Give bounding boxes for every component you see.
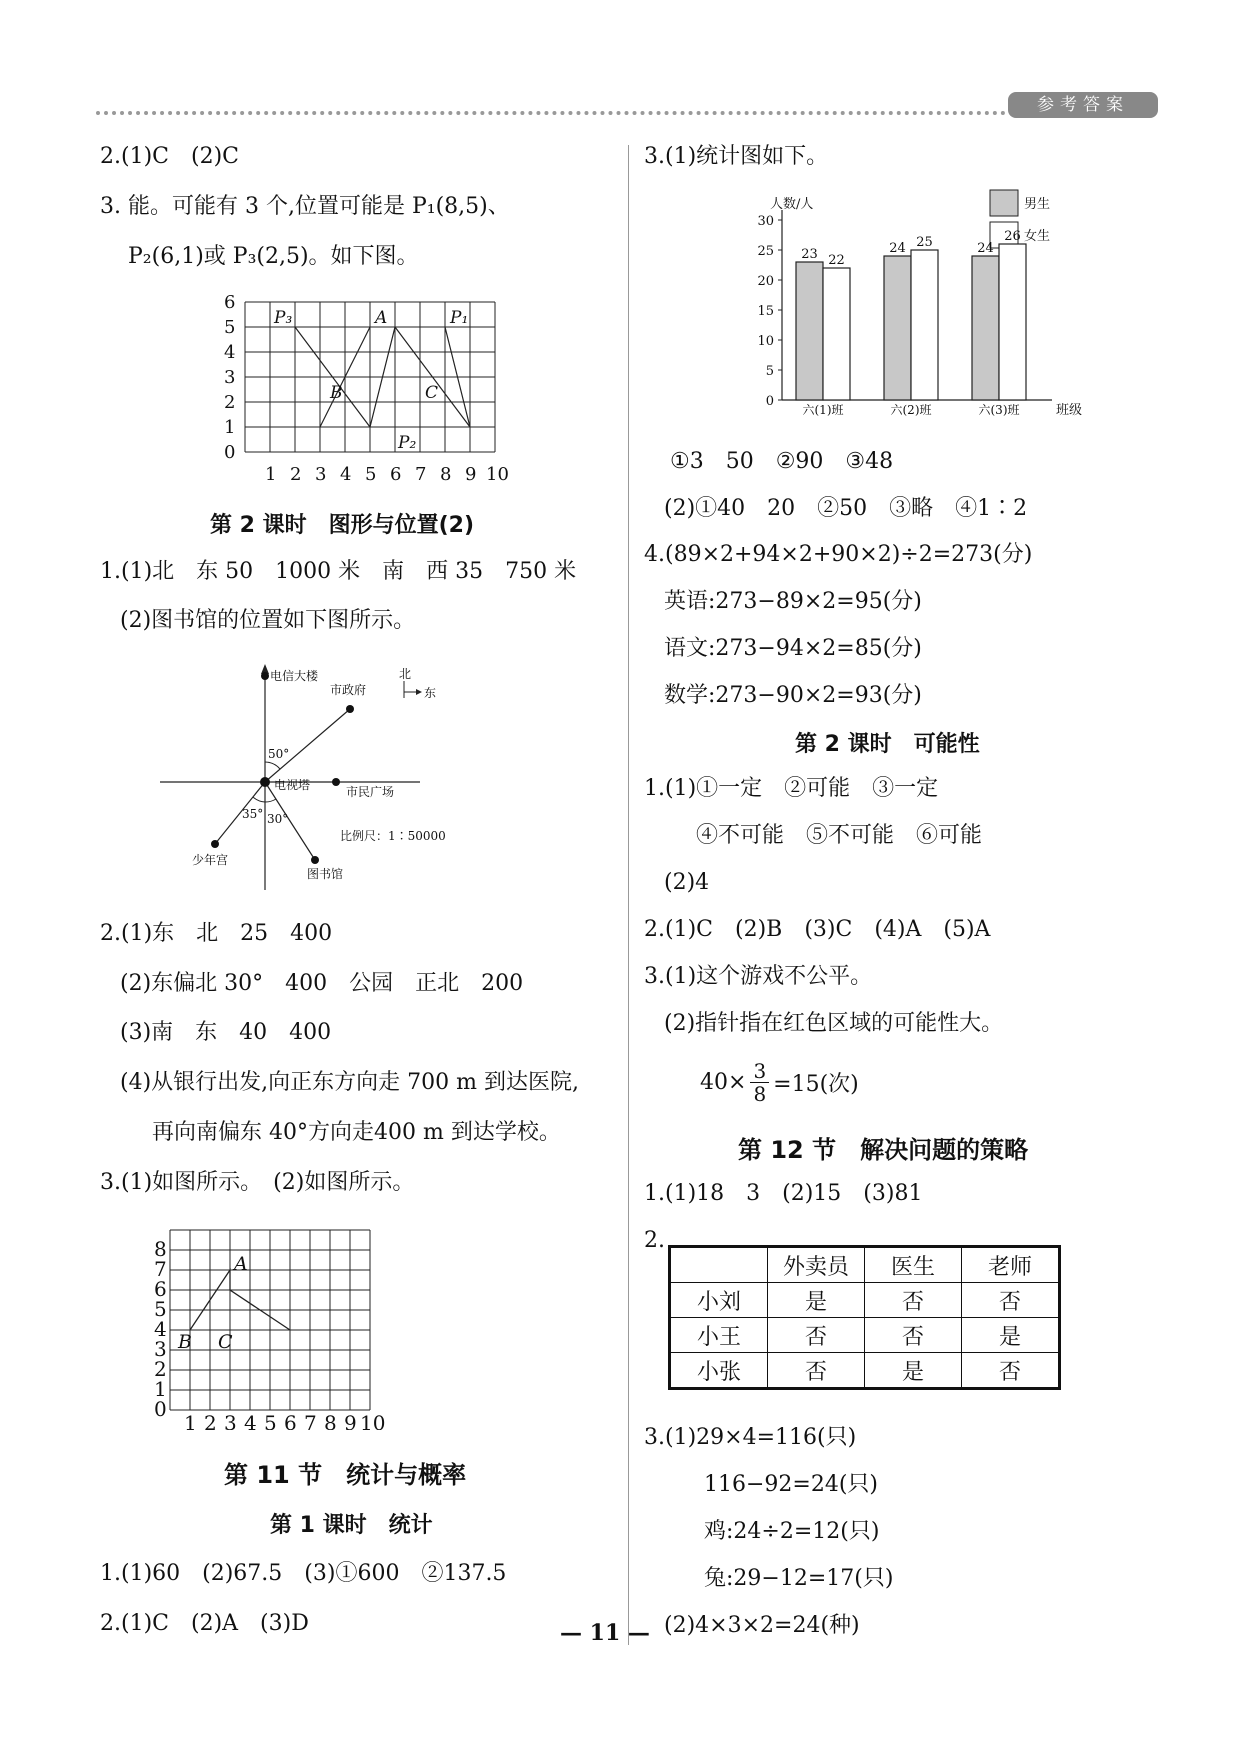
right-top-line: 3.(1)统计图如下。 bbox=[644, 144, 829, 169]
table-cell: 否 bbox=[768, 1353, 865, 1389]
chart-bar bbox=[796, 262, 823, 400]
header-dotted-rule bbox=[96, 111, 1006, 115]
legend-label-girls: 女生 bbox=[1024, 229, 1051, 244]
chart-y-label: 人数/人 bbox=[770, 197, 814, 212]
g1-x-4: 4 bbox=[340, 464, 352, 485]
chart-data-label: 23 bbox=[801, 247, 818, 262]
table-cell: 小张 bbox=[670, 1353, 768, 1389]
table-row bbox=[670, 1318, 1060, 1353]
map-north: 北 bbox=[399, 667, 412, 681]
g2-label-c: C bbox=[218, 1331, 233, 1353]
map-scale: 比例尺：1∶50000 bbox=[340, 829, 446, 843]
table-cell: 否 bbox=[962, 1353, 1060, 1389]
section12-line-5: (2)4×3×2=24(种) bbox=[664, 1613, 860, 1638]
table-cell: 否 bbox=[865, 1283, 962, 1318]
g2-y-3: 3 bbox=[154, 1337, 167, 1361]
table-header-cell: 外卖员 bbox=[768, 1247, 865, 1283]
right-b-line-3: (2)4 bbox=[664, 870, 710, 895]
g2-y-1: 1 bbox=[154, 1377, 167, 1401]
fraction-denominator: 8 bbox=[753, 1082, 767, 1106]
chart-bar bbox=[911, 250, 938, 400]
g1-y-2: 2 bbox=[224, 392, 236, 413]
g1-x-6: 6 bbox=[390, 464, 402, 485]
fraction-numerator: 3 bbox=[750, 1060, 769, 1083]
right-b-line-5: 3.(1)这个游戏不公平。 bbox=[644, 964, 873, 989]
g1-label-p1: P₁ bbox=[450, 308, 469, 328]
right-b-line-6: (2)指针指在红色区域的可能性大。 bbox=[664, 1011, 1004, 1036]
table-cell: 否 bbox=[768, 1318, 865, 1353]
g2-x-2: 2 bbox=[204, 1411, 217, 1430]
q3-line: 3.(1)如图所示。 (2)如图所示。 bbox=[100, 1170, 415, 1195]
right-a-line-3: 4.(89×2+94×2+90×2)÷2=273(分) bbox=[644, 542, 1033, 567]
g1-label-p3: P₃ bbox=[274, 308, 293, 328]
lesson2b-heading: 第 2 课时 可能性 bbox=[795, 732, 980, 757]
library-map bbox=[150, 650, 480, 900]
g2-y-0: 0 bbox=[154, 1397, 167, 1421]
chart-category-label: 六(2)班 bbox=[890, 403, 932, 417]
g2-y-5: 5 bbox=[154, 1297, 167, 1321]
legend-swatch-boys bbox=[990, 190, 1018, 216]
g1-label-a: A bbox=[375, 308, 388, 328]
g1-x-2: 2 bbox=[290, 464, 302, 485]
g2-x-3: 3 bbox=[224, 1411, 237, 1430]
q2-line-4: (4)从银行出发,向正东方向走 700 m 到达医院, bbox=[120, 1070, 579, 1095]
left-line-2: 3. 能。可能有 3 个,位置可能是 P₁(8,5)、 bbox=[100, 194, 510, 219]
map-plaza: 市民广场 bbox=[346, 785, 395, 799]
g1-label-b: B bbox=[330, 383, 343, 403]
map-library: 图书馆 bbox=[307, 867, 344, 881]
chart-y-tick-label: 20 bbox=[757, 274, 774, 289]
right-a-line-1: ①3 50 ②90 ③48 bbox=[670, 449, 894, 474]
legend-label-boys: 男生 bbox=[1024, 197, 1051, 212]
g1-label-p2: P₂ bbox=[398, 433, 417, 453]
table-cell: 是 bbox=[768, 1283, 865, 1318]
chart-data-label: 24 bbox=[977, 241, 994, 256]
section11-heading: 第 11 节 统计与概率 bbox=[224, 1461, 467, 1489]
fraction-suffix: =15(次) bbox=[773, 1072, 859, 1097]
g1-y-3: 3 bbox=[224, 367, 236, 388]
g2-y-6: 6 bbox=[154, 1277, 167, 1301]
right-b-line-1: 1.(1)①一定 ②可能 ③一定 bbox=[644, 776, 939, 801]
lesson2-heading: 第 2 课时 图形与位置(2) bbox=[210, 513, 475, 538]
g1-x-3: 3 bbox=[315, 464, 327, 485]
map-youth-palace: 少年宫 bbox=[192, 853, 229, 867]
section12-line-2: 116−92=24(只) bbox=[704, 1472, 879, 1497]
map-east: 东 bbox=[424, 686, 437, 700]
chart-category-label: 六(1)班 bbox=[802, 403, 844, 417]
q2-line-5: 再向南偏东 40°方向走400 m 到达学校。 bbox=[152, 1120, 561, 1145]
table-cell: 否 bbox=[962, 1283, 1060, 1318]
fraction bbox=[750, 1060, 769, 1105]
g2-x-4: 4 bbox=[244, 1411, 257, 1430]
fraction-expression bbox=[700, 1060, 859, 1105]
page-number: — 11 — bbox=[560, 1620, 650, 1646]
chart-bar bbox=[884, 256, 911, 400]
lesson2-line-1: 1.(1)北 东 50 1000 米 南 西 35 750 米 bbox=[100, 559, 577, 584]
g2-x-7: 7 bbox=[304, 1411, 317, 1430]
left-line-1: 2.(1)C (2)C bbox=[100, 144, 239, 169]
g1-y-6: 6 bbox=[224, 292, 236, 313]
map-government: 市政府 bbox=[330, 683, 367, 697]
map-angle35: 35° bbox=[242, 807, 264, 821]
g2-label-b: B bbox=[178, 1331, 192, 1353]
section12-heading: 第 12 节 解决问题的策略 bbox=[738, 1136, 1029, 1164]
map-tvtower: 电视塔 bbox=[274, 778, 311, 792]
g2-y-8: 8 bbox=[154, 1237, 167, 1261]
column-divider bbox=[628, 145, 629, 1645]
table-cell: 是 bbox=[865, 1353, 962, 1389]
g1-x-5: 5 bbox=[365, 464, 377, 485]
right-b-line-4: 2.(1)C (2)B (3)C (4)A (5)A bbox=[644, 917, 991, 942]
g1-x-7: 7 bbox=[415, 464, 427, 485]
table-header-cell: 医生 bbox=[865, 1247, 962, 1283]
table-cell: 小刘 bbox=[670, 1283, 768, 1318]
table-row bbox=[670, 1353, 1060, 1389]
section12-line-1: 3.(1)29×4=116(只) bbox=[644, 1425, 857, 1450]
g1-y-4: 4 bbox=[224, 342, 236, 363]
g2-y-2: 2 bbox=[154, 1357, 167, 1381]
chart-y-tick-label: 0 bbox=[765, 394, 774, 409]
right-a-line-5: 语文:273−94×2=85(分) bbox=[664, 636, 922, 661]
g2-x-1: 1 bbox=[184, 1411, 197, 1430]
chart-y-tick-label: 25 bbox=[757, 244, 774, 259]
section12-q2-label: 2. bbox=[644, 1228, 665, 1253]
lesson1-heading: 第 1 课时 统计 bbox=[270, 1513, 433, 1538]
answer-key-tag: 参考答案 bbox=[1008, 92, 1158, 118]
chart-data-label: 26 bbox=[1004, 229, 1021, 244]
g1-x-9: 9 bbox=[465, 464, 477, 485]
chart-bar bbox=[972, 256, 999, 400]
fraction-prefix: 40× bbox=[700, 1070, 747, 1095]
chart-bar bbox=[823, 268, 850, 400]
right-a-line-6: 数学:273−90×2=93(分) bbox=[664, 683, 922, 708]
g1-x-10: 10 bbox=[486, 464, 509, 485]
section12-line-4: 兔:29−12=17(只) bbox=[704, 1566, 894, 1591]
left-line-3: P₂(6,1)或 P₃(2,5)。如下图。 bbox=[128, 244, 419, 269]
g2-x-10: 10 bbox=[360, 1411, 386, 1430]
g1-y-1: 1 bbox=[224, 417, 236, 438]
table-row bbox=[670, 1283, 1060, 1318]
chart-y-tick-label: 5 bbox=[765, 364, 774, 379]
chart-bar bbox=[999, 244, 1026, 400]
chart-y-tick-label: 30 bbox=[757, 214, 774, 229]
g2-x-6: 6 bbox=[284, 1411, 297, 1430]
chart-data-label: 25 bbox=[916, 235, 933, 250]
table-cell: 否 bbox=[865, 1318, 962, 1353]
chart-y-tick-label: 10 bbox=[757, 334, 774, 349]
q2-line-1: 2.(1)东 北 25 400 bbox=[100, 921, 333, 946]
table-header-cell: 老师 bbox=[962, 1247, 1060, 1283]
chart-data-label: 24 bbox=[889, 241, 906, 256]
chart-category-label: 六(3)班 bbox=[978, 403, 1020, 417]
coordinate-grid-2 bbox=[150, 1218, 400, 1430]
bar-chart bbox=[740, 185, 1110, 430]
coordinate-grid-1 bbox=[210, 290, 510, 490]
map-angle50: 50° bbox=[268, 747, 290, 761]
section12-line-3: 鸡:24÷2=12(只) bbox=[704, 1519, 880, 1544]
g1-y-5: 5 bbox=[224, 317, 236, 338]
map-angle30: 30° bbox=[267, 812, 289, 826]
g1-y-0: 0 bbox=[224, 442, 236, 463]
q2-line-2: (2)东偏北 30° 400 公园 正北 200 bbox=[120, 971, 524, 996]
section11-line-1: 1.(1)60 (2)67.5 (3)①600 ②137.5 bbox=[100, 1561, 507, 1586]
g2-y-4: 4 bbox=[154, 1317, 167, 1341]
section12-q1: 1.(1)18 3 (2)15 (3)81 bbox=[644, 1181, 923, 1206]
section11-line-2: 2.(1)C (2)A (3)D bbox=[100, 1611, 309, 1636]
table-header-cell bbox=[670, 1247, 768, 1283]
g1-x-1: 1 bbox=[265, 464, 277, 485]
table-cell: 是 bbox=[962, 1318, 1060, 1353]
q2-line-3: (3)南 东 40 400 bbox=[120, 1020, 332, 1045]
g2-y-7: 7 bbox=[154, 1257, 167, 1281]
right-b-line-2: ④不可能 ⑤不可能 ⑥可能 bbox=[696, 823, 983, 848]
right-a-line-4: 英语:273−89×2=95(分) bbox=[664, 589, 922, 614]
table-cell: 小王 bbox=[670, 1318, 768, 1353]
right-a-line-2: (2)①40 20 ②50 ③略 ④1∶2 bbox=[664, 496, 1028, 521]
g2-x-9: 9 bbox=[344, 1411, 357, 1430]
g2-x-8: 8 bbox=[324, 1411, 337, 1430]
chart-x-label: 班级 bbox=[1056, 403, 1083, 418]
g1-x-8: 8 bbox=[440, 464, 452, 485]
answer-table bbox=[668, 1245, 1061, 1390]
lesson2-line-2: (2)图书馆的位置如下图所示。 bbox=[120, 608, 416, 633]
chart-data-label: 22 bbox=[828, 253, 845, 268]
g2-x-5: 5 bbox=[264, 1411, 277, 1430]
g2-label-a: A bbox=[234, 1253, 248, 1275]
g1-label-c: C bbox=[425, 383, 439, 403]
table-header-row bbox=[670, 1247, 1060, 1283]
chart-y-tick-label: 15 bbox=[757, 304, 774, 319]
map-telecom: 电信大楼 bbox=[270, 669, 319, 683]
